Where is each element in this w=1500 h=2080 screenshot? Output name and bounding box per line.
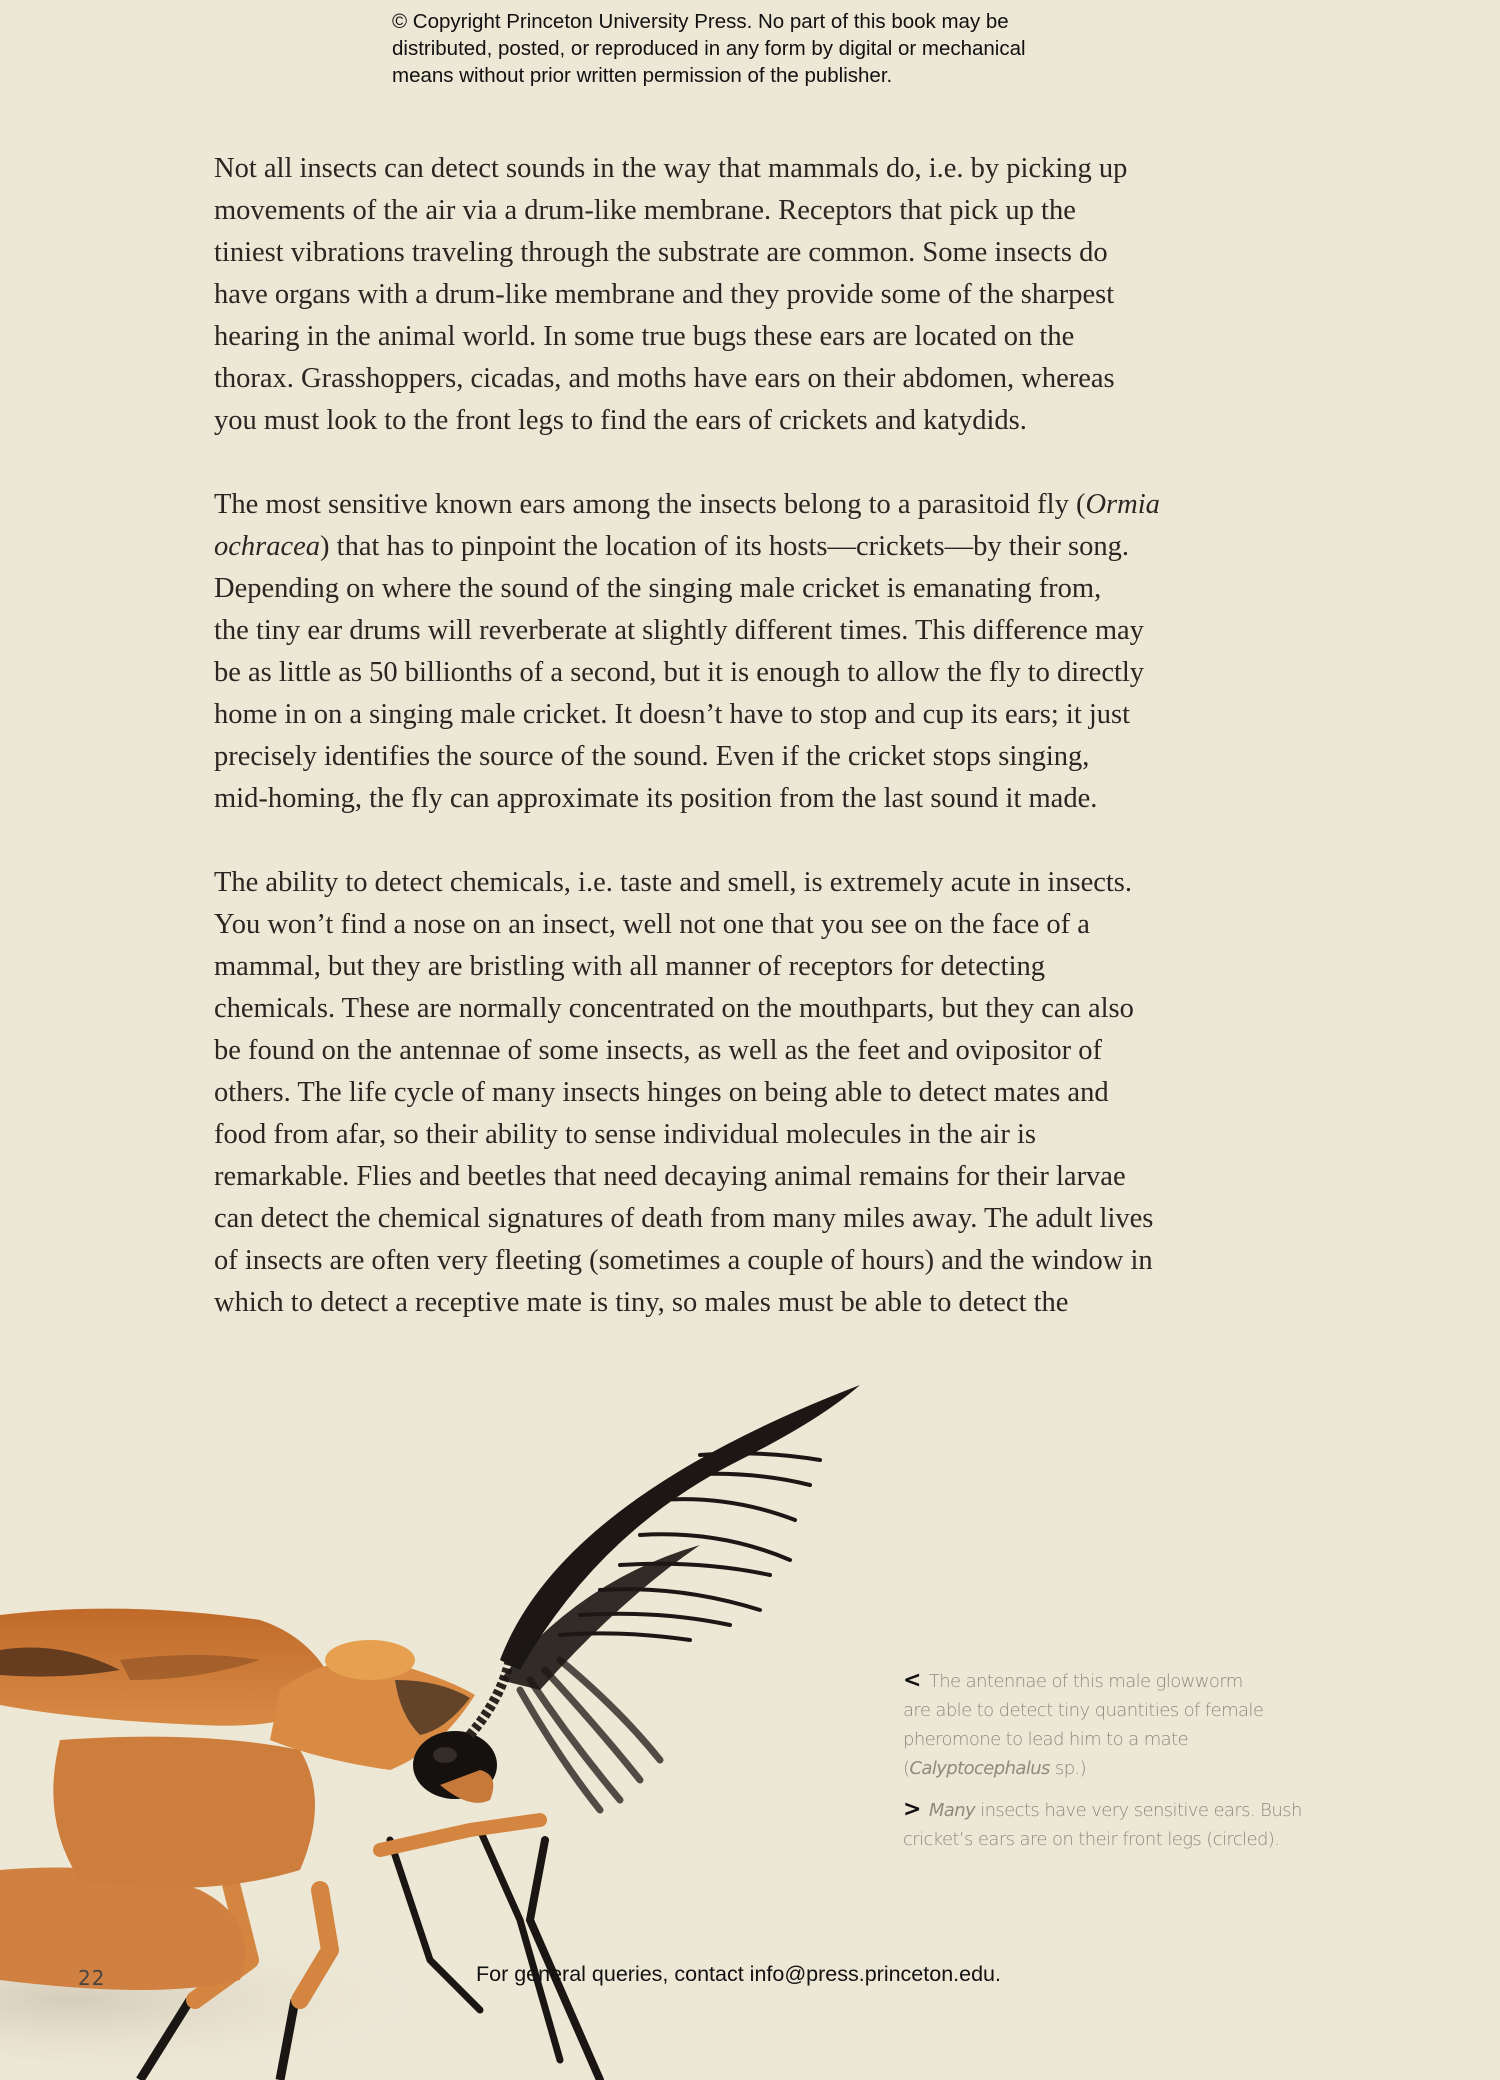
caption-text: (	[903, 1758, 910, 1779]
species-name: ochracea	[214, 531, 321, 562]
copyright-notice	[392, 8, 1152, 89]
text-line: hearing in the animal world. In some true bugs these ears are located on the	[214, 321, 1075, 352]
text-line: be as little as 50 billionths of a second, but it is enough to allow the fly to directly	[214, 657, 1145, 688]
text-line: which to detect a receptive mate is tiny, so males must be able to detect the	[214, 1287, 1069, 1318]
text-line: remarkable. Flies and beetles that need decaying animal remains for their larvae	[214, 1161, 1126, 1192]
text-line: can detect the chemical signatures of death from many miles away. The adult lives	[214, 1203, 1154, 1234]
contact-footer: For general queries, contact info@press.princeton.edu.	[476, 1962, 1001, 1986]
species-name: Ormia	[1085, 489, 1160, 520]
caption-line	[903, 1754, 1343, 1783]
text-line: others. The life cycle of many insects hinges on being able to detect mates and	[214, 1077, 1109, 1108]
text-line	[214, 526, 1334, 568]
text-line: You won’t find a nose on an insect, well not one that you see on the face of a	[214, 909, 1090, 940]
text-line: the tiny ear drums will reverberate at slightly different times. This difference may	[214, 615, 1144, 646]
text-fragment: The most sensitive known ears among the insects belong to a parasitoid fly (	[214, 489, 1086, 520]
text-line: tiniest vibrations traveling through the substrate are common. Some insects do	[214, 237, 1108, 268]
text-line: Not all insects can detect sounds in the way that mammals do, i.e. by picking up	[214, 153, 1128, 184]
caption-text: The antennae of this male glowworm	[928, 1671, 1243, 1692]
text-line: Depending on where the sound of the singing male cricket is emanating from,	[214, 573, 1102, 604]
copyright-line: distributed, posted, or reproduced in any form by digital or mechanical	[392, 37, 1026, 60]
text-line: movements of the air via a drum-like membrane. Receptors that pick up the	[214, 195, 1076, 226]
caption-text: insects have very sensitive ears. Bush	[975, 1800, 1302, 1821]
text-line: be found on the antennae of some insects, as well as the feet and ovipositor of	[214, 1035, 1102, 1066]
paragraph-hearing	[214, 148, 1334, 442]
text-line: have organs with a drum-like membrane and they provide some of the sharpest	[214, 279, 1115, 310]
text-line	[214, 484, 1334, 526]
text-fragment: ) that has to pinpoint the location of its hosts—crickets—by their song.	[320, 531, 1130, 562]
figure-captions	[903, 1666, 1343, 1866]
caption-line: cricket’s ears are on their front legs (circled).	[903, 1829, 1280, 1850]
page-number: 22	[78, 1966, 106, 1990]
caption-line	[903, 1666, 1343, 1696]
caption-line: pheromone to lead him to a mate	[903, 1729, 1189, 1750]
text-line: mid-homing, the fly can approximate its position from the last sound it made.	[214, 783, 1098, 814]
text-line: food from afar, so their ability to sense individual molecules in the air is	[214, 1119, 1036, 1150]
copyright-line: means without prior written permission of the publisher.	[392, 64, 893, 87]
main-text	[214, 148, 1334, 1366]
caption-bush-cricket	[903, 1795, 1343, 1854]
text-line: of insects are often very fleeting (sometimes a couple of hours) and the window in	[214, 1245, 1153, 1276]
chevron-left-icon: <	[903, 1668, 921, 1693]
text-line: mammal, but they are bristling with all manner of receptors for detecting	[214, 951, 1045, 982]
caption-text: sp.)	[1049, 1758, 1087, 1779]
text-line: you must look to the front legs to find the ears of crickets and katydids.	[214, 405, 1027, 436]
caption-line	[903, 1795, 1343, 1825]
caption-text: Many	[928, 1800, 976, 1821]
paragraph-ormia	[214, 484, 1334, 820]
paragraph-chemicals	[214, 862, 1334, 1324]
text-line: precisely identifies the source of the sound. Even if the cricket stops singing,	[214, 741, 1090, 772]
text-line: chemicals. These are normally concentrated on the mouthparts, but they can also	[214, 993, 1134, 1024]
copyright-line: © Copyright Princeton University Press. No part of this book may be	[392, 10, 1009, 33]
species-name: Calyptocephalus	[909, 1758, 1050, 1779]
caption-line: are able to detect tiny quantities of female	[903, 1700, 1264, 1721]
text-line: home in on a singing male cricket. It doesn’t have to stop and cup its ears; it just	[214, 699, 1131, 730]
caption-glowworm	[903, 1666, 1343, 1783]
chevron-right-icon: >	[903, 1797, 921, 1822]
text-line: thorax. Grasshoppers, cicadas, and moths have ears on their abdomen, whereas	[214, 363, 1115, 394]
text-line: The ability to detect chemicals, i.e. taste and smell, is extremely acute in insects.	[214, 867, 1133, 898]
